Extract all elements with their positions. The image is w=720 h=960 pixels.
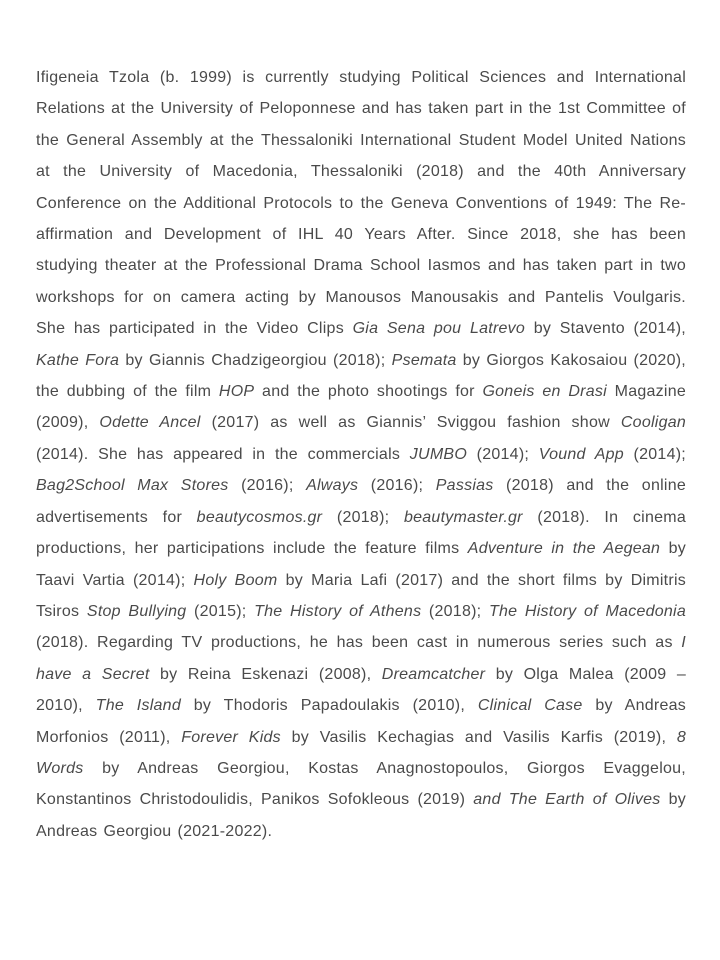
text-run: (2018). In cinema productions, her participations include the feature films [36,508,686,558]
text-run: (2018); [322,508,404,526]
text-run: The Island [95,697,181,715]
text-run: The History of Macedonia [488,602,686,620]
text-run: by Giorgos Kakosaiou (2020), the dubbing of the film [36,351,686,401]
text-run: JUMBO [409,445,468,463]
text-run: (2016); [228,477,307,495]
text-run: (2014); [467,445,539,463]
text-run: (2017) as well as Giannis’ Sviggou fashion show [200,414,621,432]
text-run: (2018) and the online advertisements for [36,477,687,526]
text-run: Dreamcatcher [381,665,486,683]
text-run: Vound App [538,445,624,463]
text-run: The History of Athens [254,602,422,620]
bio-paragraph [36,62,686,847]
text-run: (2015); [186,602,255,620]
text-run: Bag2School Max Stores [36,477,229,495]
text-run: Stop Bullying [86,602,187,620]
text-run: by Thodoris Papadoulakis (2010), [180,697,478,715]
text-run: (2018); [421,602,489,620]
text-run: Passias [435,477,494,495]
text-run: and the photo shootings for [254,383,483,401]
text-run: by Andreas Morfonios (2011), [36,697,686,746]
text-run: beautymaster.gr [403,508,523,526]
text-run: by Vasilis Kechagias and Vasilis Karfis (2019), [280,728,677,746]
text-run: Gia Sena pou Latrevo [352,320,526,338]
text-run: (2014); [623,445,687,463]
text-run: by Maria Lafi (2017) and the short films by Dimitris Tsiros [36,571,687,620]
text-run: Ifigeneia Tzola (b. 1999) is currently studying Political Sciences and International Relations at the University of Peloponnese and has taken part in the 1st Committee of the General Assembly at the Thessaloniki International Student Model United Nations at the University of Macedonia, Thessaloniki (2018) and the 40th Anniversary Conference on the Additional Protocols to the Geneva Conventions of 1949: The Re-affirmation and Development of IHL 40 Years After. Since 2018, she has been studying theater at the Professional Drama School Iasmos and has taken part in two workshops for on camera acting by Manousos Manousakis and Pantelis Voulgaris. She has participated in the Video Clips [36,69,686,338]
text-run: Forever Kids [181,728,281,746]
text-run: Clinical Case [477,697,583,715]
text-run: by Andreas Georgiou (2021-2022). [36,791,687,840]
text-run: by Olga Malea (2009 – 2010), [36,665,686,715]
text-run: Magazine (2009), [36,383,687,432]
text-run: Holy Boom [193,571,278,589]
text-run: by Andreas Georgiou, Kostas Anagnostopoulos, Giorgos Evaggelou, Konstantinos Christodoulidis, Panikos Sofokleous (2019) [36,759,686,809]
text-run: Cooligan [620,414,687,432]
text-run: Psemata [391,351,457,369]
text-run: (2016); [358,477,436,495]
text-run: by Reina Eskenazi (2008), [149,665,382,683]
text-run: by Giannis Chadzigeorgiou (2018); [119,351,392,369]
text-run: Kathe Fora [36,351,120,369]
text-run: beautycosmos.gr [196,508,323,526]
text-run: 8 Words [36,728,686,777]
text-run: Always [306,477,359,495]
text-run: (2014). She has appeared in the commercials [36,445,410,463]
text-run: and The Earth of Olives [473,791,661,809]
text-run: (2018). Regarding TV productions, he has been cast in numerous series such as [36,634,682,652]
text-run: I have a Secret [36,634,686,683]
text-run: Adventure in the Aegean [467,540,661,558]
text-run: by Stavento (2014), [525,320,687,338]
text-run: by Taavi Vartia (2014); [36,540,687,589]
text-run: HOP [218,383,255,401]
text-run: Goneis en Drasi [482,383,607,401]
text-run: Odette Ancel [99,414,201,432]
